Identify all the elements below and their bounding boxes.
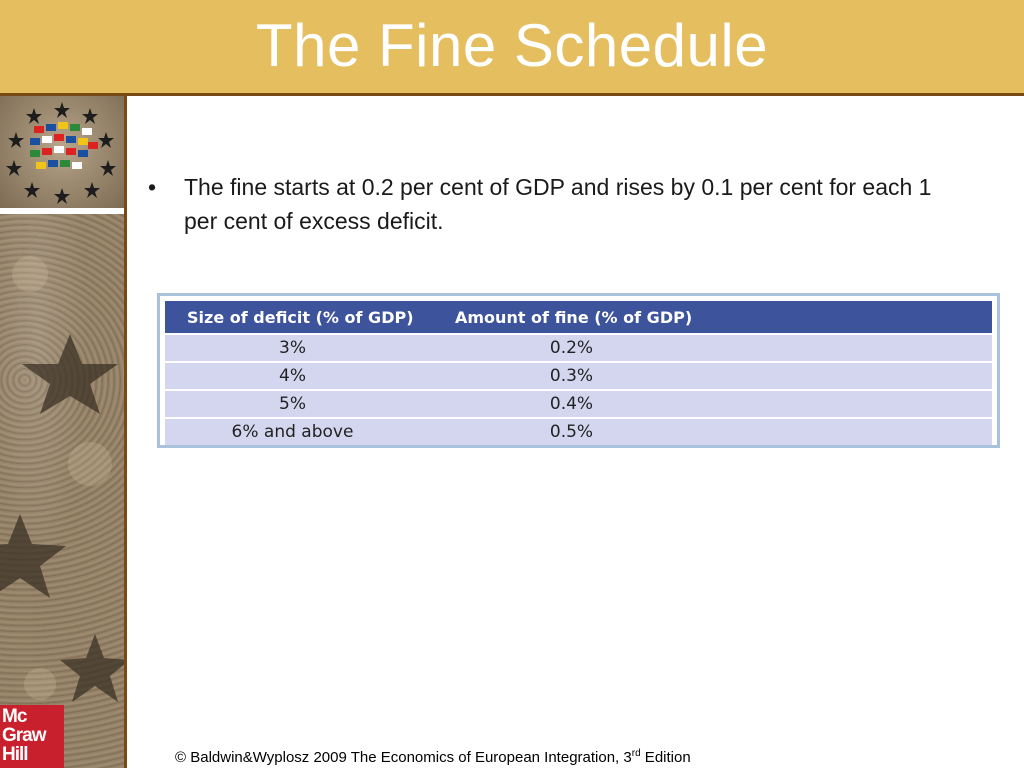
fine-schedule-table-frame [157,293,1000,448]
deficit-value: 5% [279,394,306,414]
table-header-row [165,301,992,334]
fine-value: 0.4% [549,394,594,414]
mcgraw-hill-logo [0,705,64,768]
table-cell [165,334,455,362]
table-cell [165,362,455,390]
fine-value: 0.3% [549,366,594,386]
column-header-deficit: Size of deficit (% of GDP) [165,301,455,334]
sand-stars-icon [0,214,124,768]
title-rule [0,93,1024,96]
bullet-text: The fine starts at 0.2 per cent of GDP and rises by 0.1 per cent for each 1 per cent of excess deficit. [184,174,932,234]
deficit-value: 3% [279,338,306,358]
table-row [165,418,992,445]
fine-value: 0.5% [549,422,594,442]
copyright-footer [175,748,691,766]
fine-value: 0.2% [549,338,594,358]
bullet-point [148,170,948,238]
table-row [165,362,992,390]
table-cell [455,334,992,362]
left-column-rule [124,96,127,768]
footer-text: © Baldwin&Wyplosz 2009 The Economics of European Integration, 3 [175,749,632,766]
left-image-column [0,96,126,768]
column-header-fine: Amount of fine (% of GDP) [455,301,992,334]
footer-superscript: rd [631,748,641,759]
table-row [165,390,992,418]
logo-line: Mc [2,706,27,727]
deficit-value: 4% [279,366,306,386]
logo-line: Hill [2,744,28,765]
deficit-value: 6% and above [231,422,354,442]
bullet-symbol: • [148,174,157,200]
table-cell [455,362,992,390]
table-cell [165,418,455,445]
sand-stars-image [0,214,124,768]
footer-text-end: Edition [640,749,691,766]
eu-flags-image [0,96,124,208]
table-row [165,334,992,362]
table-cell [165,390,455,418]
logo-line: Graw [2,725,46,746]
slide-title: The Fine Schedule [255,12,769,79]
fine-schedule-table [165,301,992,445]
table-cell [455,390,992,418]
table-cell [455,418,992,445]
flags-circle-icon [0,96,124,208]
